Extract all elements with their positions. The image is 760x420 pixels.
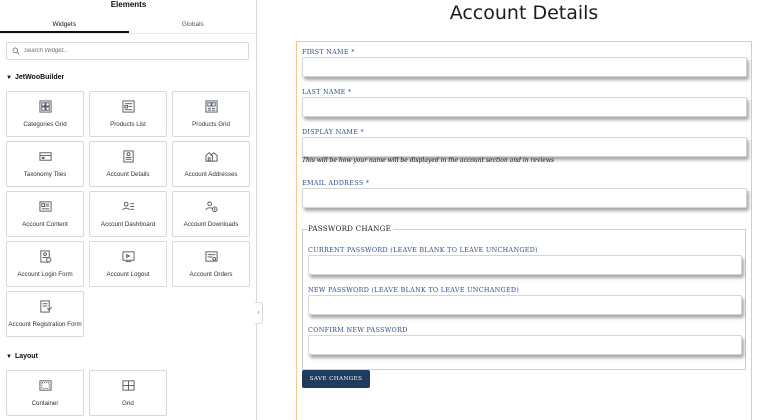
container-icon (39, 379, 52, 392)
first-name-input[interactable] (302, 57, 747, 77)
widget-account-details[interactable] (89, 141, 167, 187)
widget-account-login-form[interactable] (6, 241, 84, 287)
password-change-fieldset (302, 224, 746, 370)
widget-container[interactable] (6, 370, 84, 416)
account-dashboard-icon (122, 200, 135, 213)
products-list-icon (122, 100, 135, 113)
new-password-input[interactable] (308, 295, 742, 315)
widget-label: Account Login Form (17, 271, 73, 278)
last-name-label: LAST NAME * (302, 88, 352, 96)
search-widget-input[interactable] (24, 48, 224, 54)
caret-down-icon: ▼ (6, 74, 12, 81)
display-name-input[interactable] (302, 137, 747, 157)
widget-label: Categories Grid (23, 121, 67, 128)
widget-label: Account Downloads (183, 221, 239, 228)
widget-account-registration-form[interactable] (6, 291, 84, 337)
tab-globals[interactable]: Globals (181, 21, 204, 28)
collapse-panel-button[interactable] (255, 302, 263, 324)
widget-label: Container (31, 400, 59, 407)
confirm-password-input[interactable] (308, 335, 742, 355)
widget-label: Account Content (22, 221, 68, 228)
widget-account-orders[interactable] (172, 241, 250, 287)
new-password-label: NEW PASSWORD (LEAVE BLANK TO LEAVE UNCHANGED) (308, 286, 520, 294)
account-addresses-icon (205, 150, 218, 163)
widget-account-downloads[interactable] (172, 191, 250, 237)
display-name-hint: This will be how your name will be displayed in the account section and in reviews (302, 157, 555, 164)
widget-label: Account Registration Form (8, 321, 82, 328)
confirm-password-label: CONFIRM NEW PASSWORD (308, 326, 408, 334)
panel-title: Elements (110, 0, 147, 9)
search-icon (12, 47, 20, 55)
password-change-legend: PASSWORD CHANGE (308, 224, 392, 233)
caret-down-icon: ▼ (6, 353, 12, 360)
widget-label: Account Addresses (184, 171, 238, 178)
account-login-form-icon (39, 250, 52, 263)
chevron-left-icon: ‹ (257, 310, 260, 316)
panel-tabs (0, 16, 257, 34)
section-jetwoobuilder[interactable] (6, 74, 64, 81)
widget-account-content[interactable] (6, 191, 84, 237)
widget-products-list[interactable] (89, 91, 167, 137)
widget-grid[interactable] (89, 370, 167, 416)
search-widget-field[interactable] (6, 42, 249, 60)
widget-categories-grid[interactable] (6, 91, 84, 137)
account-downloads-icon (205, 200, 218, 213)
page-title: Account Details (449, 2, 599, 24)
display-name-label: DISPLAY NAME * (302, 128, 365, 136)
widget-label: Products Grid (192, 121, 230, 128)
account-orders-icon (205, 250, 218, 263)
account-details-form (296, 41, 752, 420)
widget-label: Account Details (106, 171, 150, 178)
widget-account-logout[interactable] (89, 241, 167, 287)
jetwoobuilder-widgets-grid (6, 91, 249, 337)
save-changes-button[interactable]: SAVE CHANGES (302, 370, 370, 388)
widget-label: Account Dashboard (100, 221, 156, 228)
account-logout-icon (122, 250, 135, 263)
grid-icon (122, 379, 135, 392)
section-title: JetWooBuilder (14, 74, 65, 81)
first-name-label: FIRST NAME * (302, 48, 355, 56)
widget-label: Taxonomy Tiles (23, 171, 67, 178)
widget-account-dashboard[interactable] (89, 191, 167, 237)
account-details-icon (122, 150, 135, 163)
widget-label: Account Logout (106, 271, 150, 278)
account-content-icon (39, 200, 52, 213)
widget-taxonomy-tiles[interactable] (6, 141, 84, 187)
tab-widgets[interactable]: Widgets (0, 16, 129, 33)
account-registration-form-icon (39, 300, 52, 313)
taxonomy-tiles-icon (39, 150, 52, 163)
products-grid-icon (205, 100, 218, 113)
widget-label: Products List (110, 121, 146, 128)
current-password-label: CURRENT PASSWORD (LEAVE BLANK TO LEAVE UNCHANGED) (308, 246, 538, 254)
section-layout[interactable] (6, 353, 38, 360)
widget-products-grid[interactable] (172, 91, 250, 137)
widget-account-addresses[interactable] (172, 141, 250, 187)
widget-label: Account Orders (189, 271, 233, 278)
last-name-input[interactable] (302, 97, 747, 117)
email-input[interactable] (302, 188, 747, 208)
section-title: Layout (14, 353, 38, 360)
layout-widgets-grid (6, 370, 249, 416)
categories-grid-icon (39, 100, 52, 113)
widget-label: Grid (122, 400, 134, 407)
current-password-input[interactable] (308, 255, 742, 275)
email-label: EMAIL ADDRESS * (302, 179, 370, 187)
widgets-panel (0, 0, 257, 420)
